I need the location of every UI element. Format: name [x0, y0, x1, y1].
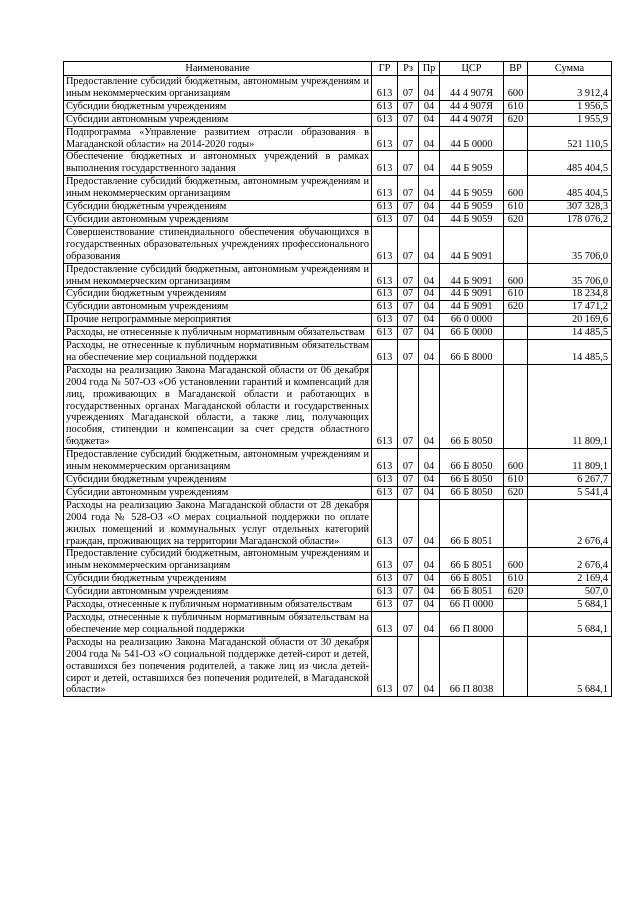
- cell-name: Совершенствование стипендиального обеспечения обучающихся в государственных образовательных учреждениях профессионального образования: [64, 226, 372, 263]
- cell-pr: 04: [419, 573, 440, 586]
- cell-name: Обеспечение бюджетных и автономных учреждений в рамках выполнения государственного задания: [64, 151, 372, 176]
- cell-gr: 613: [372, 263, 398, 288]
- table-row: [64, 263, 612, 288]
- cell-vr: [504, 226, 528, 263]
- cell-name: Субсидии бюджетным учреждениям: [64, 100, 372, 113]
- cell-gr: 613: [372, 327, 398, 340]
- cell-vr: 600: [504, 548, 528, 573]
- cell-csr: 66 Б 8050: [440, 486, 504, 499]
- cell-rz: 07: [398, 213, 419, 226]
- cell-vr: 600: [504, 449, 528, 474]
- cell-pr: 04: [419, 599, 440, 612]
- cell-sum: 521 110,5: [528, 126, 612, 151]
- cell-name: Расходы, не отнесенные к публичным нормативным обязательствам: [64, 327, 372, 340]
- cell-rz: 07: [398, 486, 419, 499]
- header-name: Наименование: [64, 62, 372, 76]
- table-body: [64, 76, 612, 697]
- cell-name: Субсидии автономным учреждениям: [64, 301, 372, 314]
- cell-rz: 07: [398, 499, 419, 548]
- cell-vr: 610: [504, 201, 528, 214]
- table-row: [64, 113, 612, 126]
- cell-rz: 07: [398, 113, 419, 126]
- cell-csr: 66 Б 8051: [440, 586, 504, 599]
- cell-csr: 66 Б 8050: [440, 449, 504, 474]
- table-row: [64, 548, 612, 573]
- table-row: [64, 176, 612, 201]
- cell-csr: 44 Б 9059: [440, 201, 504, 214]
- cell-vr: [504, 151, 528, 176]
- cell-vr: 600: [504, 176, 528, 201]
- table-row: [64, 301, 612, 314]
- cell-pr: 04: [419, 288, 440, 301]
- cell-pr: 04: [419, 327, 440, 340]
- cell-rz: 07: [398, 314, 419, 327]
- cell-vr: [504, 364, 528, 448]
- table-row: [64, 611, 612, 636]
- cell-sum: 507,0: [528, 586, 612, 599]
- cell-gr: 613: [372, 573, 398, 586]
- cell-vr: [504, 340, 528, 365]
- cell-rz: 07: [398, 636, 419, 697]
- cell-vr: [504, 636, 528, 697]
- cell-csr: 44 Б 9091: [440, 226, 504, 263]
- cell-sum: 35 706,0: [528, 263, 612, 288]
- cell-pr: 04: [419, 364, 440, 448]
- cell-rz: 07: [398, 126, 419, 151]
- table-row: [64, 586, 612, 599]
- table-row: [64, 449, 612, 474]
- cell-pr: 04: [419, 213, 440, 226]
- cell-sum: 11 809,1: [528, 449, 612, 474]
- header-vr: ВР: [504, 62, 528, 76]
- cell-gr: 613: [372, 449, 398, 474]
- cell-csr: 44 4 907Я: [440, 100, 504, 113]
- cell-gr: 613: [372, 201, 398, 214]
- cell-vr: [504, 126, 528, 151]
- cell-vr: [504, 314, 528, 327]
- cell-vr: 620: [504, 486, 528, 499]
- cell-gr: 613: [372, 340, 398, 365]
- table-row: [64, 327, 612, 340]
- cell-name: Субсидии бюджетным учреждениям: [64, 201, 372, 214]
- cell-rz: 07: [398, 301, 419, 314]
- cell-name: Предоставление субсидий бюджетным, автономным учреждениям и иным некоммерческим организациям: [64, 176, 372, 201]
- cell-name: Предоставление субсидий бюджетным, автономным учреждениям и иным некоммерческим организациям: [64, 76, 372, 101]
- cell-sum: 6 267,7: [528, 474, 612, 487]
- cell-gr: 613: [372, 100, 398, 113]
- cell-pr: 04: [419, 151, 440, 176]
- cell-rz: 07: [398, 263, 419, 288]
- cell-rz: 07: [398, 364, 419, 448]
- cell-rz: 07: [398, 226, 419, 263]
- cell-sum: 2 676,4: [528, 499, 612, 548]
- cell-name: Расходы, отнесенные к публичным нормативным обязательствам на обеспечение мер социальной поддержки: [64, 611, 372, 636]
- cell-rz: 07: [398, 100, 419, 113]
- table-row: [64, 599, 612, 612]
- cell-name: Субсидии автономным учреждениям: [64, 113, 372, 126]
- header-csr: ЦСР: [440, 62, 504, 76]
- cell-pr: 04: [419, 474, 440, 487]
- cell-csr: 66 Б 8051: [440, 573, 504, 586]
- cell-sum: 485 404,5: [528, 151, 612, 176]
- cell-name: Расходы, отнесенные к публичным нормативным обязательствам: [64, 599, 372, 612]
- cell-csr: 66 П 8038: [440, 636, 504, 697]
- cell-rz: 07: [398, 176, 419, 201]
- cell-pr: 04: [419, 100, 440, 113]
- cell-name: Субсидии автономным учреждениям: [64, 486, 372, 499]
- cell-rz: 07: [398, 573, 419, 586]
- cell-name: Субсидии бюджетным учреждениям: [64, 288, 372, 301]
- table-row: [64, 76, 612, 101]
- table-row: [64, 364, 612, 448]
- cell-sum: 3 912,4: [528, 76, 612, 101]
- header-sum: Сумма: [528, 62, 612, 76]
- budget-table: [63, 61, 612, 697]
- header-gr: ГР: [372, 62, 398, 76]
- cell-name: Расходы на реализацию Закона Магаданской области от 06 декабря 2004 года № 507-ОЗ «Об установлении гарантий и компенсаций для лиц, проживающих в Магаданской области и работающих в государственных органах Магаданской области и государственных учреждениях Магаданской области, а также лиц, получающих пособия, стипендии и компенсации за счет средств областного бюджета»: [64, 364, 372, 448]
- table-row: [64, 636, 612, 697]
- cell-csr: 66 Б 8050: [440, 474, 504, 487]
- cell-pr: 04: [419, 301, 440, 314]
- cell-csr: 44 Б 9059: [440, 176, 504, 201]
- cell-sum: 14 485,5: [528, 327, 612, 340]
- cell-rz: 07: [398, 586, 419, 599]
- cell-rz: 07: [398, 201, 419, 214]
- cell-vr: 600: [504, 263, 528, 288]
- cell-pr: 04: [419, 449, 440, 474]
- cell-sum: 178 076,2: [528, 213, 612, 226]
- cell-gr: 613: [372, 76, 398, 101]
- cell-csr: 44 Б 9059: [440, 213, 504, 226]
- cell-csr: 44 Б 9059: [440, 151, 504, 176]
- cell-gr: 613: [372, 126, 398, 151]
- table-row: [64, 573, 612, 586]
- cell-csr: 66 Б 0000: [440, 327, 504, 340]
- table-row: [64, 474, 612, 487]
- cell-gr: 613: [372, 474, 398, 487]
- cell-gr: 613: [372, 548, 398, 573]
- cell-vr: 610: [504, 573, 528, 586]
- cell-gr: 613: [372, 113, 398, 126]
- cell-csr: 44 4 907Я: [440, 113, 504, 126]
- cell-csr: 44 Б 9091: [440, 288, 504, 301]
- cell-vr: [504, 611, 528, 636]
- table-row: [64, 314, 612, 327]
- cell-gr: 613: [372, 288, 398, 301]
- cell-rz: 07: [398, 151, 419, 176]
- table-row: [64, 126, 612, 151]
- cell-name: Субсидии бюджетным учреждениям: [64, 573, 372, 586]
- cell-gr: 613: [372, 611, 398, 636]
- cell-vr: 610: [504, 100, 528, 113]
- cell-rz: 07: [398, 611, 419, 636]
- cell-sum: 307 328,3: [528, 201, 612, 214]
- cell-gr: 613: [372, 301, 398, 314]
- cell-csr: 66 П 8000: [440, 611, 504, 636]
- cell-name: Расходы на реализацию Закона Магаданской области от 30 декабря 2004 года № 541-ОЗ «О социальной поддержке детей-сирот и детей, оставшихся без попечения родителей, а также лиц из числа детей-сирот и детей, оставшихся без попечения родителей, в Магаданской области»: [64, 636, 372, 697]
- cell-sum: 5 541,4: [528, 486, 612, 499]
- cell-pr: 04: [419, 486, 440, 499]
- cell-vr: 620: [504, 301, 528, 314]
- cell-csr: 66 Б 8000: [440, 340, 504, 365]
- cell-vr: [504, 499, 528, 548]
- cell-sum: 5 684,1: [528, 599, 612, 612]
- cell-sum: 20 169,6: [528, 314, 612, 327]
- cell-csr: 66 П 0000: [440, 599, 504, 612]
- cell-csr: 66 Б 8050: [440, 364, 504, 448]
- cell-pr: 04: [419, 201, 440, 214]
- cell-sum: 2 169,4: [528, 573, 612, 586]
- cell-pr: 04: [419, 611, 440, 636]
- cell-rz: 07: [398, 288, 419, 301]
- table-row: [64, 340, 612, 365]
- cell-pr: 04: [419, 586, 440, 599]
- cell-rz: 07: [398, 474, 419, 487]
- cell-name: Расходы, не отнесенные к публичным нормативным обязательствам на обеспечение мер социальной поддержки: [64, 340, 372, 365]
- cell-pr: 04: [419, 340, 440, 365]
- cell-vr: 600: [504, 76, 528, 101]
- cell-csr: 44 Б 9091: [440, 301, 504, 314]
- cell-rz: 07: [398, 327, 419, 340]
- cell-sum: 1 956,5: [528, 100, 612, 113]
- cell-pr: 04: [419, 548, 440, 573]
- cell-csr: 44 4 907Я: [440, 76, 504, 101]
- cell-csr: 66 Б 8051: [440, 548, 504, 573]
- cell-vr: 620: [504, 113, 528, 126]
- cell-name: Прочие непрограммные мероприятия: [64, 314, 372, 327]
- cell-vr: [504, 599, 528, 612]
- cell-csr: 44 Б 0000: [440, 126, 504, 151]
- cell-pr: 04: [419, 314, 440, 327]
- cell-pr: 04: [419, 126, 440, 151]
- budget-document-page: [63, 61, 611, 697]
- cell-pr: 04: [419, 113, 440, 126]
- cell-vr: 610: [504, 474, 528, 487]
- cell-sum: 1 955,9: [528, 113, 612, 126]
- cell-sum: 14 485,5: [528, 340, 612, 365]
- cell-gr: 613: [372, 636, 398, 697]
- cell-name: Субсидии бюджетным учреждениям: [64, 474, 372, 487]
- cell-csr: 66 Б 8051: [440, 499, 504, 548]
- cell-gr: 613: [372, 586, 398, 599]
- cell-sum: 35 706,0: [528, 226, 612, 263]
- cell-rz: 07: [398, 599, 419, 612]
- cell-pr: 04: [419, 263, 440, 288]
- cell-pr: 04: [419, 176, 440, 201]
- cell-pr: 04: [419, 499, 440, 548]
- table-row: [64, 288, 612, 301]
- cell-gr: 613: [372, 213, 398, 226]
- cell-pr: 04: [419, 636, 440, 697]
- cell-vr: 610: [504, 288, 528, 301]
- cell-sum: 5 684,1: [528, 611, 612, 636]
- table-row: [64, 226, 612, 263]
- table-row: [64, 213, 612, 226]
- header-rz: Рз: [398, 62, 419, 76]
- cell-vr: [504, 327, 528, 340]
- cell-gr: 613: [372, 486, 398, 499]
- cell-pr: 04: [419, 76, 440, 101]
- cell-name: Предоставление субсидий бюджетным, автономным учреждениям и иным некоммерческим организациям: [64, 263, 372, 288]
- table-header-row: [64, 62, 612, 76]
- cell-sum: 5 684,1: [528, 636, 612, 697]
- cell-csr: 66 0 0000: [440, 314, 504, 327]
- cell-name: Расходы на реализацию Закона Магаданской области от 28 декабря 2004 года № 528-ОЗ «О мерах социальной поддержки по оплате жилых помещений и коммунальных услуг отдельных категорий граждан, проживающих на территории Магаданской области»: [64, 499, 372, 548]
- cell-gr: 613: [372, 176, 398, 201]
- cell-name: Субсидии автономным учреждениям: [64, 586, 372, 599]
- cell-name: Субсидии автономным учреждениям: [64, 213, 372, 226]
- cell-gr: 613: [372, 499, 398, 548]
- cell-csr: 44 Б 9091: [440, 263, 504, 288]
- cell-sum: 17 471,2: [528, 301, 612, 314]
- cell-name: Предоставление субсидий бюджетным, автономным учреждениям и иным некоммерческим организациям: [64, 449, 372, 474]
- table-row: [64, 100, 612, 113]
- cell-gr: 613: [372, 364, 398, 448]
- cell-rz: 07: [398, 340, 419, 365]
- cell-gr: 613: [372, 314, 398, 327]
- cell-gr: 613: [372, 599, 398, 612]
- cell-sum: 18 234,8: [528, 288, 612, 301]
- cell-rz: 07: [398, 76, 419, 101]
- cell-name: Подпрограмма «Управление развитием отрасли образования в Магаданской области» на 2014-2020 годы»: [64, 126, 372, 151]
- table-row: [64, 151, 612, 176]
- cell-pr: 04: [419, 226, 440, 263]
- cell-vr: 620: [504, 586, 528, 599]
- cell-rz: 07: [398, 449, 419, 474]
- table-row: [64, 201, 612, 214]
- cell-rz: 07: [398, 548, 419, 573]
- cell-gr: 613: [372, 151, 398, 176]
- table-row: [64, 486, 612, 499]
- cell-sum: 2 676,4: [528, 548, 612, 573]
- cell-sum: 485 404,5: [528, 176, 612, 201]
- header-pr: Пр: [419, 62, 440, 76]
- cell-sum: 11 809,1: [528, 364, 612, 448]
- table-row: [64, 499, 612, 548]
- cell-gr: 613: [372, 226, 398, 263]
- cell-name: Предоставление субсидий бюджетным, автономным учреждениям и иным некоммерческим организациям: [64, 548, 372, 573]
- cell-vr: 620: [504, 213, 528, 226]
